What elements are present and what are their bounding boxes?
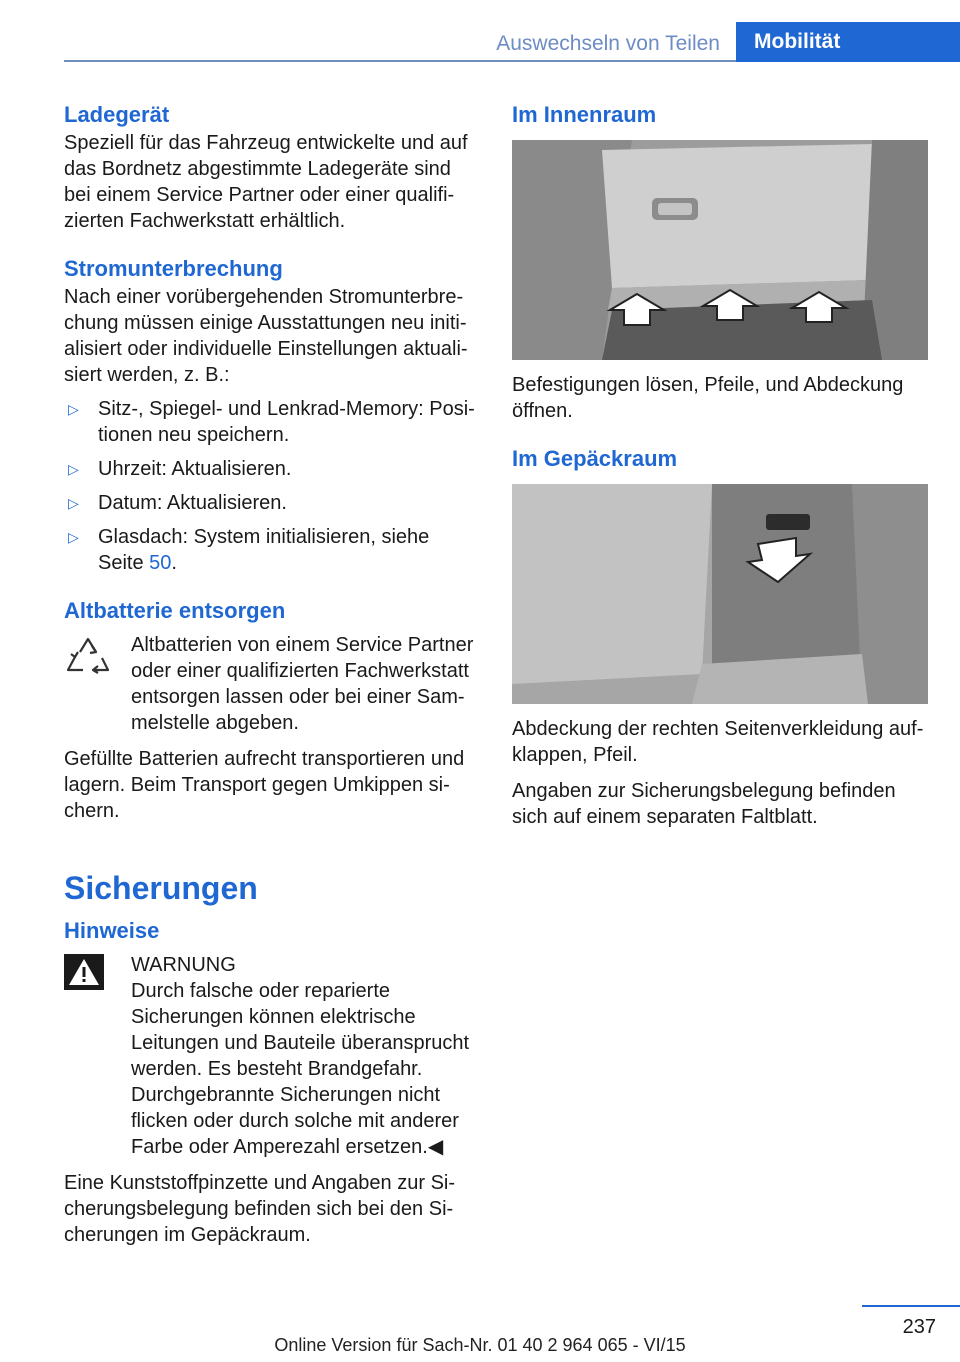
altbatterie-heading: Altbatterie entsorgen bbox=[64, 598, 286, 623]
header-chapter-tab: Mobilität bbox=[736, 22, 960, 62]
right-column bbox=[512, 100, 928, 830]
triangle-bullet-icon: ▷ bbox=[68, 495, 79, 511]
warning-icon bbox=[64, 954, 104, 990]
angaben-text: Angaben zur Sicherungsbelegung befinden sich auf einem separaten Faltblatt. bbox=[512, 780, 896, 828]
ladegeraet-text: Speziell für das Fahrzeug entwickelte und auf das Bordnetz abgestimmte Ladegeräte sind bei einem Service Partner oder einer qualifizierten Fachwerkstatt erhältlich. bbox=[64, 132, 468, 232]
warning-text: Durch falsche oder reparierte Sicherungen können elektrische Leitungen und Bauteile überansprucht werden. Es besteht Brandgefahr. Durchgebrannte Sicherungen nicht flicken oder durch solche mit anderer Farbe oder Amperezahl ersetzen.◀ bbox=[131, 980, 470, 1158]
altbatterie-text-2: Gefüllte Batterien aufrecht transportieren und lagern. Beim Transport gegen Umkippen sichern. bbox=[64, 748, 465, 822]
list-item: ▷ Uhrzeit: Aktualisieren. bbox=[68, 458, 292, 480]
stromunterbrechung-heading: Stromunterbrechung bbox=[64, 256, 283, 281]
innenraum-heading: Im Innenraum bbox=[512, 102, 657, 127]
hinweise-heading: Hinweise bbox=[64, 918, 160, 943]
page-header bbox=[0, 0, 960, 62]
triangle-bullet-icon: ▷ bbox=[68, 529, 79, 545]
gepaeckraum-fuse-photo bbox=[512, 484, 928, 704]
page-number: 237 bbox=[902, 1316, 936, 1338]
footer-rule bbox=[862, 1305, 960, 1307]
left-column bbox=[64, 100, 478, 1248]
list-item: ▷ Datum: Aktualisieren. bbox=[68, 492, 287, 514]
triangle-bullet-icon: ▷ bbox=[68, 401, 79, 417]
reset-list bbox=[64, 396, 478, 576]
innenraum-caption: Befestigungen lösen, Pfeile, und Abdeckung öffnen. bbox=[512, 374, 904, 422]
gepaeckraum-heading: Im Gepäckraum bbox=[512, 446, 678, 471]
warning-label: WARNUNG bbox=[131, 954, 236, 976]
warning-note bbox=[64, 952, 478, 1160]
header-rule bbox=[64, 60, 736, 62]
online-version-note: Online Version für Sach-Nr. 01 40 2 964 065 - VI/15 bbox=[274, 1335, 686, 1355]
list-item: ▷ Sitz-, Spiegel- und Lenkrad-Memory: Positionen neu speichern. bbox=[68, 398, 475, 446]
page-link[interactable]: 50 bbox=[149, 552, 172, 574]
innenraum-fuse-photo bbox=[512, 140, 928, 360]
ladegeraet-heading: Ladegerät bbox=[64, 102, 170, 127]
list-item: ▷ Glasdach: System initialisieren, siehe Seite 50. bbox=[68, 526, 430, 574]
sicherungen-heading: Sicherungen bbox=[64, 870, 258, 906]
gepaeckraum-caption: Abdeckung der rechten Seitenverkleidung aufklappen, Pfeil. bbox=[512, 718, 924, 766]
header-section-title: Auswechseln von Teilen bbox=[496, 32, 720, 55]
stromunterbrechung-text: Nach einer vorübergehenden Stromunterbrechung müssen einige Ausstattungen neu initialisiert oder individuelle Einstellungen aktualisiert werden, z. B.: bbox=[64, 286, 468, 386]
recycle-icon bbox=[64, 634, 112, 682]
altbatterie-text: Altbatterien von einem Service Partner oder einer qualifizierten Fachwerkstatt entsorgen lassen oder bei einer Sammelstelle abgeben. bbox=[131, 634, 474, 734]
altbatterie-note bbox=[64, 632, 478, 736]
triangle-bullet-icon: ▷ bbox=[68, 461, 79, 477]
pinzette-text: Eine Kunststoffpinzette und Angaben zur Sicherungsbelegung befinden sich bei den Sicherungen im Gepäckraum. bbox=[64, 1172, 456, 1246]
